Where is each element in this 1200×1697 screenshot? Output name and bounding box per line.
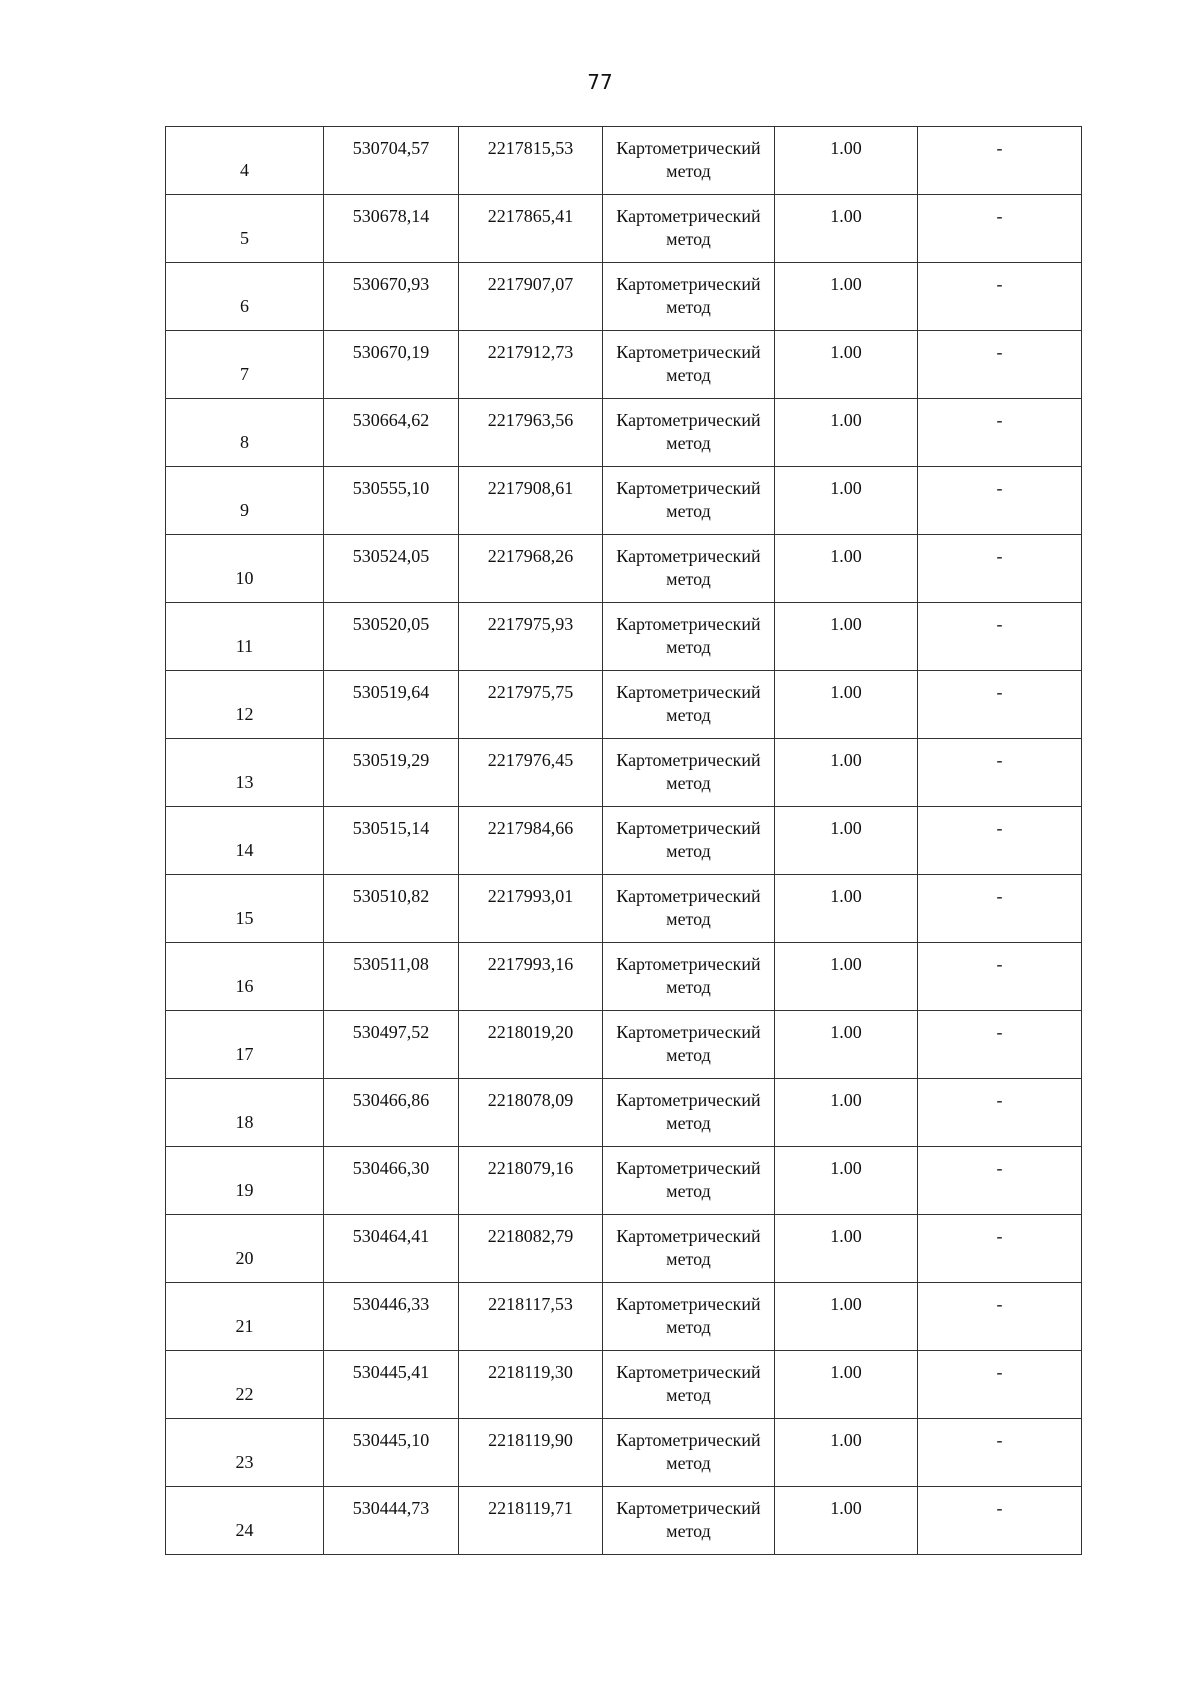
note-cell: - (918, 1079, 1082, 1147)
y-coordinate-cell: 2217993,01 (459, 875, 603, 943)
y-coordinate-cell: 2217815,53 (459, 127, 603, 195)
page-number: 77 (587, 70, 613, 94)
x-coordinate-cell: 530445,10 (324, 1419, 459, 1487)
x-coordinate-cell: 530515,14 (324, 807, 459, 875)
method-line-1: Картометрический (616, 954, 761, 974)
method-line-2: метод (666, 1317, 711, 1337)
method-line-1: Картометрический (616, 886, 761, 906)
y-coordinate-cell: 2218079,16 (459, 1147, 603, 1215)
x-coordinate-cell: 530511,08 (324, 943, 459, 1011)
method-line-1: Картометрический (616, 1022, 761, 1042)
point-number-cell: 12 (166, 671, 324, 739)
point-number-cell: 14 (166, 807, 324, 875)
point-number-cell: 7 (166, 331, 324, 399)
point-number-cell: 8 (166, 399, 324, 467)
accuracy-cell: 1.00 (775, 331, 918, 399)
method-line-2: метод (666, 1521, 711, 1541)
point-number-cell: 21 (166, 1283, 324, 1351)
note-cell: - (918, 467, 1082, 535)
method-line-2: метод (666, 705, 711, 725)
accuracy-cell: 1.00 (775, 1283, 918, 1351)
note-cell: - (918, 807, 1082, 875)
accuracy-cell: 1.00 (775, 671, 918, 739)
accuracy-cell: 1.00 (775, 739, 918, 807)
point-number-cell: 20 (166, 1215, 324, 1283)
method-cell (603, 807, 775, 875)
method-line-1: Картометрический (616, 138, 761, 158)
accuracy-cell: 1.00 (775, 1215, 918, 1283)
accuracy-cell: 1.00 (775, 535, 918, 603)
x-coordinate-cell: 530445,41 (324, 1351, 459, 1419)
point-number-cell: 5 (166, 195, 324, 263)
method-line-2: метод (666, 1453, 711, 1473)
note-cell: - (918, 195, 1082, 263)
method-line-1: Картометрический (616, 1158, 761, 1178)
x-coordinate-cell: 530519,64 (324, 671, 459, 739)
point-number-cell: 6 (166, 263, 324, 331)
table-row (166, 1283, 1082, 1351)
point-number-cell: 15 (166, 875, 324, 943)
point-number-cell: 17 (166, 1011, 324, 1079)
method-line-2: метод (666, 229, 711, 249)
x-coordinate-cell: 530670,19 (324, 331, 459, 399)
method-cell (603, 1487, 775, 1555)
accuracy-cell: 1.00 (775, 807, 918, 875)
method-line-2: метод (666, 1385, 711, 1405)
note-cell: - (918, 535, 1082, 603)
table-row (166, 943, 1082, 1011)
point-number-cell: 13 (166, 739, 324, 807)
point-number-cell: 4 (166, 127, 324, 195)
accuracy-cell: 1.00 (775, 195, 918, 263)
method-line-1: Картометрический (616, 1430, 761, 1450)
accuracy-cell: 1.00 (775, 1351, 918, 1419)
coordinates-table (165, 126, 1082, 1555)
point-number-cell: 10 (166, 535, 324, 603)
method-line-1: Картометрический (616, 410, 761, 430)
x-coordinate-cell: 530670,93 (324, 263, 459, 331)
method-cell (603, 127, 775, 195)
method-cell (603, 331, 775, 399)
table-row (166, 467, 1082, 535)
point-number-cell: 19 (166, 1147, 324, 1215)
accuracy-cell: 1.00 (775, 127, 918, 195)
method-line-2: метод (666, 1045, 711, 1065)
note-cell: - (918, 603, 1082, 671)
point-number-cell: 22 (166, 1351, 324, 1419)
method-line-2: метод (666, 433, 711, 453)
y-coordinate-cell: 2217976,45 (459, 739, 603, 807)
table-row (166, 807, 1082, 875)
note-cell: - (918, 331, 1082, 399)
x-coordinate-cell: 530678,14 (324, 195, 459, 263)
y-coordinate-cell: 2218119,71 (459, 1487, 603, 1555)
note-cell: - (918, 1215, 1082, 1283)
method-line-1: Картометрический (616, 1226, 761, 1246)
table-row (166, 1419, 1082, 1487)
accuracy-cell: 1.00 (775, 603, 918, 671)
x-coordinate-cell: 530466,86 (324, 1079, 459, 1147)
table-row (166, 1079, 1082, 1147)
note-cell: - (918, 875, 1082, 943)
method-cell (603, 1283, 775, 1351)
y-coordinate-cell: 2217907,07 (459, 263, 603, 331)
note-cell: - (918, 1419, 1082, 1487)
table-row (166, 671, 1082, 739)
method-line-2: метод (666, 909, 711, 929)
method-cell (603, 739, 775, 807)
note-cell: - (918, 263, 1082, 331)
point-number-cell: 18 (166, 1079, 324, 1147)
table-row (166, 1487, 1082, 1555)
note-cell: - (918, 1147, 1082, 1215)
x-coordinate-cell: 530444,73 (324, 1487, 459, 1555)
note-cell: - (918, 943, 1082, 1011)
note-cell: - (918, 127, 1082, 195)
table-row (166, 603, 1082, 671)
accuracy-cell: 1.00 (775, 1419, 918, 1487)
note-cell: - (918, 1351, 1082, 1419)
method-line-1: Картометрический (616, 750, 761, 770)
table-row (166, 399, 1082, 467)
method-line-2: метод (666, 501, 711, 521)
y-coordinate-cell: 2217984,66 (459, 807, 603, 875)
x-coordinate-cell: 530664,62 (324, 399, 459, 467)
y-coordinate-cell: 2217975,75 (459, 671, 603, 739)
note-cell: - (918, 671, 1082, 739)
table-row (166, 263, 1082, 331)
x-coordinate-cell: 530446,33 (324, 1283, 459, 1351)
method-line-2: метод (666, 161, 711, 181)
accuracy-cell: 1.00 (775, 943, 918, 1011)
accuracy-cell: 1.00 (775, 467, 918, 535)
method-line-1: Картометрический (616, 274, 761, 294)
method-cell (603, 399, 775, 467)
x-coordinate-cell: 530704,57 (324, 127, 459, 195)
point-number-cell: 11 (166, 603, 324, 671)
y-coordinate-cell: 2217912,73 (459, 331, 603, 399)
x-coordinate-cell: 530524,05 (324, 535, 459, 603)
method-line-1: Картометрический (616, 818, 761, 838)
method-line-2: метод (666, 1181, 711, 1201)
accuracy-cell: 1.00 (775, 263, 918, 331)
method-line-1: Картометрический (616, 682, 761, 702)
method-cell (603, 1215, 775, 1283)
method-cell (603, 467, 775, 535)
coordinates-table-body (166, 127, 1082, 1555)
accuracy-cell: 1.00 (775, 1487, 918, 1555)
y-coordinate-cell: 2218082,79 (459, 1215, 603, 1283)
method-cell (603, 1147, 775, 1215)
method-line-1: Картометрический (616, 206, 761, 226)
y-coordinate-cell: 2217975,93 (459, 603, 603, 671)
note-cell: - (918, 739, 1082, 807)
x-coordinate-cell: 530497,52 (324, 1011, 459, 1079)
method-line-2: метод (666, 569, 711, 589)
y-coordinate-cell: 2218117,53 (459, 1283, 603, 1351)
method-line-1: Картометрический (616, 614, 761, 634)
method-line-2: метод (666, 841, 711, 861)
y-coordinate-cell: 2217865,41 (459, 195, 603, 263)
method-line-1: Картометрический (616, 342, 761, 362)
method-cell (603, 603, 775, 671)
x-coordinate-cell: 530464,41 (324, 1215, 459, 1283)
table-row (166, 1215, 1082, 1283)
x-coordinate-cell: 530555,10 (324, 467, 459, 535)
table-row (166, 1011, 1082, 1079)
note-cell: - (918, 1487, 1082, 1555)
note-cell: - (918, 1283, 1082, 1351)
accuracy-cell: 1.00 (775, 399, 918, 467)
point-number-cell: 9 (166, 467, 324, 535)
method-cell (603, 263, 775, 331)
accuracy-cell: 1.00 (775, 1147, 918, 1215)
method-line-2: метод (666, 297, 711, 317)
accuracy-cell: 1.00 (775, 875, 918, 943)
y-coordinate-cell: 2217963,56 (459, 399, 603, 467)
method-cell (603, 1351, 775, 1419)
method-cell (603, 195, 775, 263)
method-cell (603, 1419, 775, 1487)
method-cell (603, 943, 775, 1011)
accuracy-cell: 1.00 (775, 1011, 918, 1079)
method-line-2: метод (666, 365, 711, 385)
method-line-1: Картометрический (616, 1294, 761, 1314)
method-line-1: Картометрический (616, 1090, 761, 1110)
method-line-2: метод (666, 1249, 711, 1269)
method-line-1: Картометрический (616, 478, 761, 498)
x-coordinate-cell: 530520,05 (324, 603, 459, 671)
table-row (166, 1351, 1082, 1419)
table-row (166, 535, 1082, 603)
method-line-1: Картометрический (616, 1498, 761, 1518)
table-row (166, 739, 1082, 807)
method-line-1: Картометрический (616, 1362, 761, 1382)
note-cell: - (918, 1011, 1082, 1079)
table-row (166, 875, 1082, 943)
method-cell (603, 1011, 775, 1079)
accuracy-cell: 1.00 (775, 1079, 918, 1147)
method-cell (603, 875, 775, 943)
y-coordinate-cell: 2217968,26 (459, 535, 603, 603)
table-row (166, 195, 1082, 263)
y-coordinate-cell: 2218019,20 (459, 1011, 603, 1079)
x-coordinate-cell: 530466,30 (324, 1147, 459, 1215)
method-line-2: метод (666, 637, 711, 657)
method-cell (603, 535, 775, 603)
method-line-2: метод (666, 977, 711, 997)
method-cell (603, 1079, 775, 1147)
x-coordinate-cell: 530519,29 (324, 739, 459, 807)
y-coordinate-cell: 2218119,90 (459, 1419, 603, 1487)
y-coordinate-cell: 2217993,16 (459, 943, 603, 1011)
method-line-2: метод (666, 773, 711, 793)
table-row (166, 127, 1082, 195)
table-row (166, 1147, 1082, 1215)
method-line-2: метод (666, 1113, 711, 1133)
point-number-cell: 23 (166, 1419, 324, 1487)
point-number-cell: 24 (166, 1487, 324, 1555)
point-number-cell: 16 (166, 943, 324, 1011)
method-line-1: Картометрический (616, 546, 761, 566)
table-row (166, 331, 1082, 399)
x-coordinate-cell: 530510,82 (324, 875, 459, 943)
method-cell (603, 671, 775, 739)
y-coordinate-cell: 2217908,61 (459, 467, 603, 535)
y-coordinate-cell: 2218119,30 (459, 1351, 603, 1419)
note-cell: - (918, 399, 1082, 467)
y-coordinate-cell: 2218078,09 (459, 1079, 603, 1147)
